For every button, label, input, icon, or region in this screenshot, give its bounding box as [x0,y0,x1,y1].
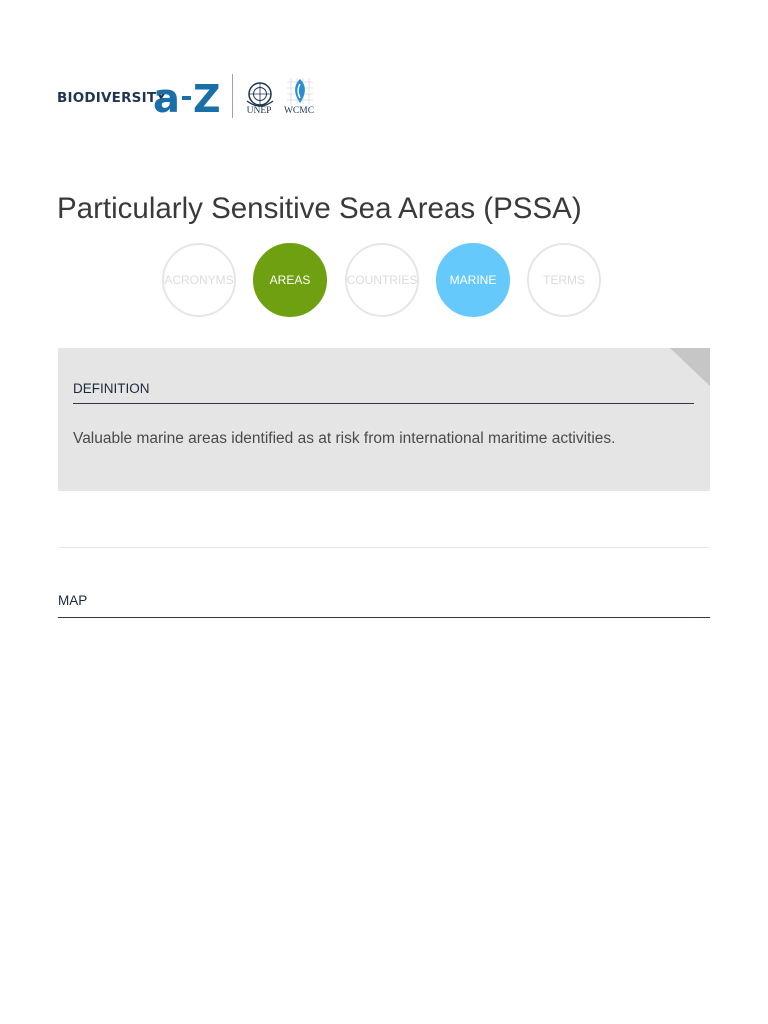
definition-text: Valuable marine areas identified as at risk from international maritime activities. [73,430,616,447]
nav-acronyms[interactable]: ACRONYMS [162,243,236,317]
map-heading: MAP [58,593,710,618]
nav-countries[interactable]: COUNTRIES [345,243,419,317]
definition-panel [58,348,710,491]
svg-text:a: a [153,76,180,116]
nav-areas[interactable]: AREAS [253,243,327,317]
unep-label: UNEP [246,106,272,116]
site-header [57,72,337,120]
svg-text:Z: Z [193,77,221,116]
wcmc-label: WCMC [283,106,315,116]
category-nav [162,243,606,317]
biodiversity-logo-text: BIODIVERSITY [57,90,167,106]
logo-divider [232,74,233,118]
section-divider [58,547,710,548]
definition-heading: DEFINITION [73,381,694,404]
wcmc-emblem-icon [285,76,315,106]
nav-terms[interactable]: TERMS [527,243,601,317]
nav-marine[interactable]: MARINE [436,243,510,317]
page-title: Particularly Sensitive Sea Areas (PSSA) [57,192,582,225]
a-z-logo-icon [153,76,225,116]
